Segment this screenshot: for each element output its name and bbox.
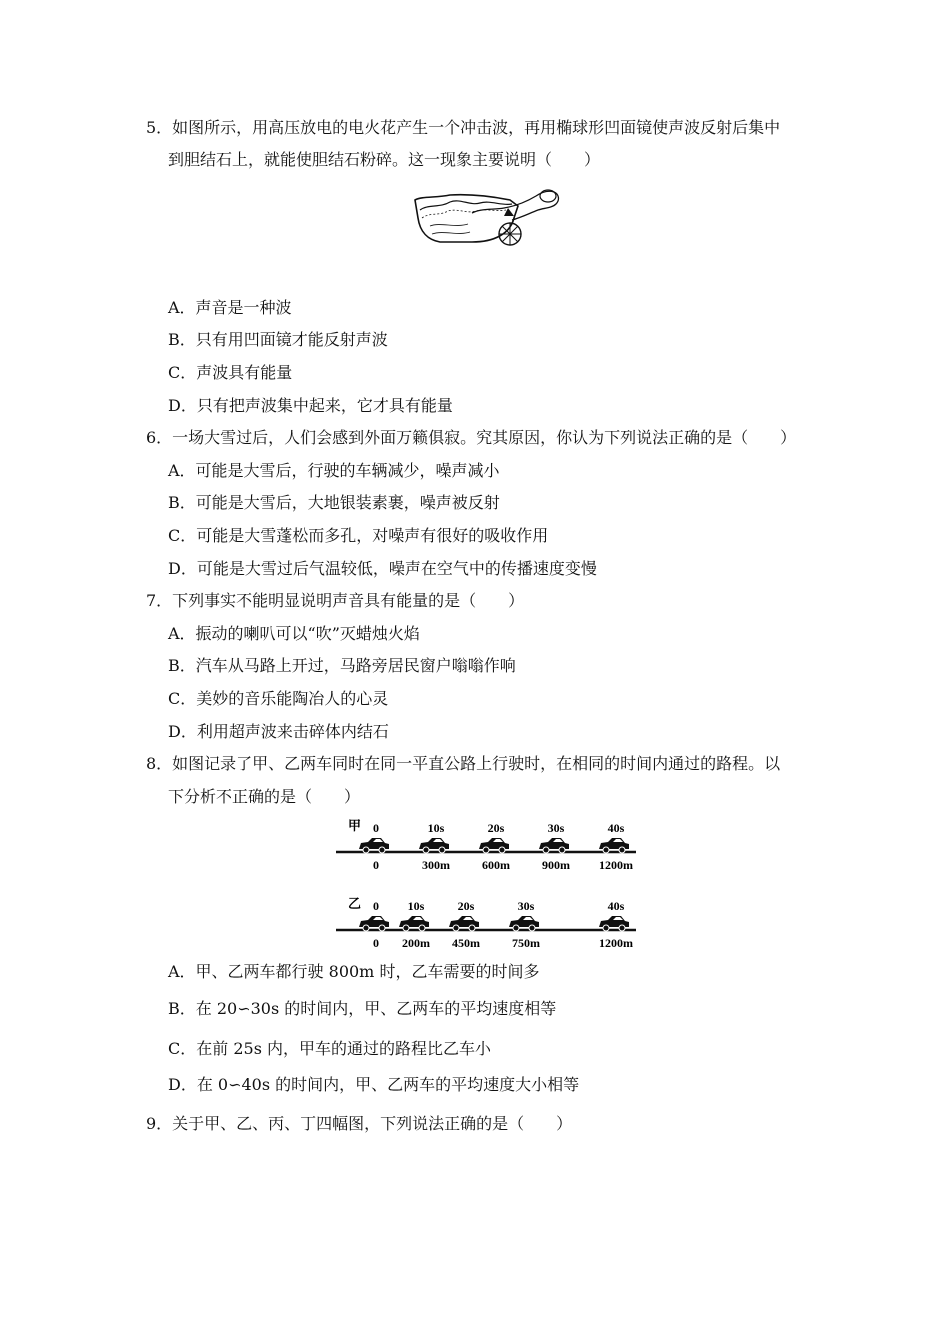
q5-option-b: B．只有用凹面镜才能反射声波 (168, 330, 388, 349)
q8-stem-line2: 下分析不正确的是（ ） (168, 787, 361, 806)
car-b-distance-label: 750m (512, 936, 540, 950)
q8-option-c: C．在前 25s 内，甲车的通过的路程比乙车小 (168, 1039, 491, 1058)
car-a-distance-label: 600m (482, 858, 510, 872)
car-b-label: 乙 (348, 896, 362, 911)
car-motion-figure (330, 812, 640, 957)
q8-option-b: B．在 20∽30s 的时间内，甲、乙两车的平均速度相等 (168, 999, 557, 1018)
q5-option-c: C．声波具有能量 (168, 363, 293, 382)
car-a-distance-label: 300m (422, 858, 450, 872)
car-a-time-label: 0 (373, 821, 379, 835)
q6-option-d: D．可能是大雪过后气温较低，噪声在空气中的传播速度变慢 (168, 559, 597, 578)
car-b-distance-label: 1200m (599, 936, 633, 950)
q6-option-a: A．可能是大雪后，行驶的车辆减少，噪声减小 (168, 461, 500, 480)
car-a-time-label: 40s (607, 821, 625, 835)
q9-stem: 9．关于甲、乙、丙、丁四幅图，下列说法正确的是（ ） (146, 1114, 573, 1133)
q8-option-a: A．甲、乙两车都行驶 800m 时，乙车需要的时间多 (168, 962, 540, 981)
q8-option-d: D．在 0∽40s 的时间内，甲、乙两车的平均速度大小相等 (168, 1075, 580, 1094)
q7-stem: 7．下列事实不能明显说明声音具有能量的是（ ） (146, 591, 525, 610)
q6-stem: 6．一场大雪过后，人们会感到外面万籁俱寂。究其原因，你认为下列说法正确的是（ ） (146, 428, 797, 447)
q8-stem-line1: 8．如图记录了甲、乙两车同时在同一平直公路上行驶时，在相同的时间内通过的路程。以 (146, 754, 781, 773)
car-b-time-label: 0 (373, 899, 379, 913)
q5-option-a: A．声音是一种波 (168, 298, 292, 317)
q6-option-b: B．可能是大雪后，大地银装素裹，噪声被反射 (168, 493, 500, 512)
car-a-time-label: 10s (427, 821, 445, 835)
car-b-distance-label: 450m (452, 936, 480, 950)
car-a-label: 甲 (348, 818, 362, 833)
car-b-time-label: 10s (407, 899, 425, 913)
q6-option-c: C．可能是大雪蓬松而多孔，对噪声有很好的吸收作用 (168, 526, 549, 545)
q5-stem-line2: 到胆结石上，就能使胆结石粉碎。这一现象主要说明（ ） (168, 150, 601, 169)
car-b-distance-label: 0 (373, 936, 379, 950)
car-b-time-label: 30s (517, 899, 535, 913)
lithotripsy-figure (410, 178, 562, 248)
q7-option-a: A．振动的喇叭可以“吹”灭蜡烛火焰 (168, 624, 420, 643)
q7-option-d: D．利用超声波来击碎体内结石 (168, 722, 389, 741)
q7-option-c: C．美妙的音乐能陶冶人的心灵 (168, 689, 389, 708)
q5-option-d: D．只有把声波集中起来，它才具有能量 (168, 396, 453, 415)
car-a-distance-label: 1200m (599, 858, 633, 872)
car-a-distance-label: 900m (542, 858, 570, 872)
q7-option-b: B．汽车从马路上开过，马路旁居民窗户嗡嗡作响 (168, 656, 516, 675)
car-b-time-label: 40s (607, 899, 625, 913)
car-b-distance-label: 200m (402, 936, 430, 950)
q5-stem-line1: 5．如图所示，用高压放电的电火花产生一个冲击波，再用椭球形凹面镜使声波反射后集中 (146, 118, 781, 137)
car-b-time-label: 20s (457, 899, 475, 913)
car-a-time-label: 30s (547, 821, 565, 835)
car-a-time-label: 20s (487, 821, 505, 835)
car-a-distance-label: 0 (373, 858, 379, 872)
